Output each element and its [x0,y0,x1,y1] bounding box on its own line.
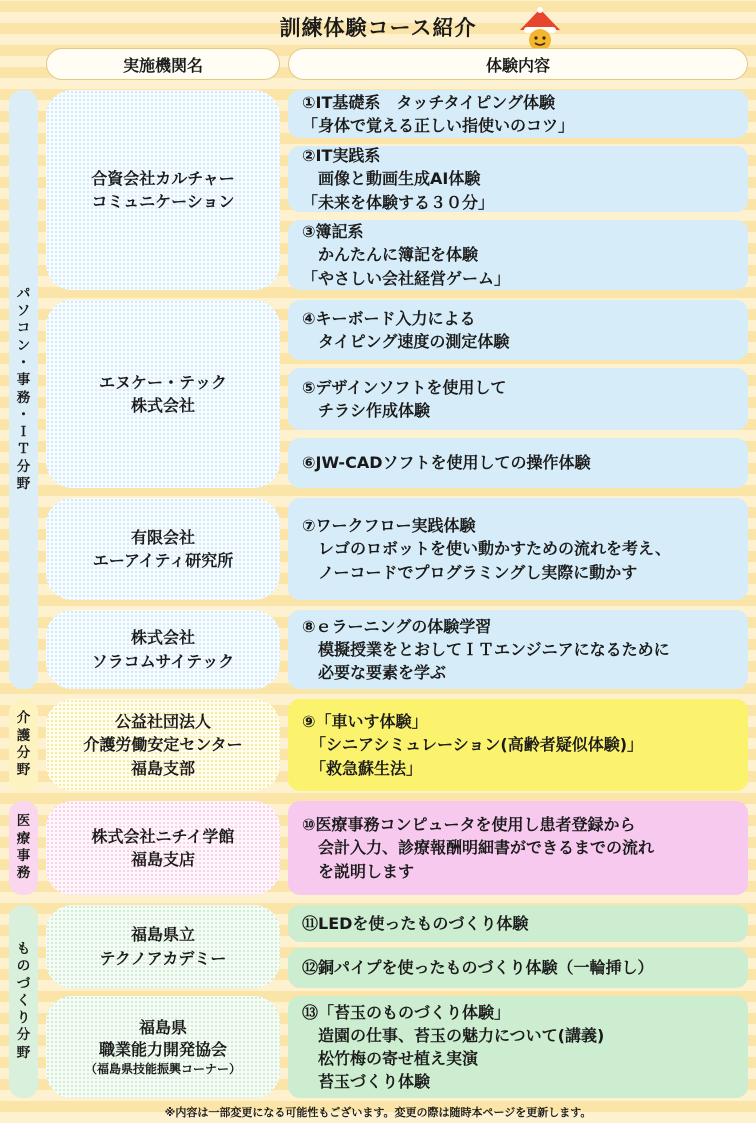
experience-13: ⑬「苔玉のものづくり体験」 造園の仕事、苔玉の魅力について(講義) 松竹梅の寄せ植え実演 苔玉づくり体験 [288,996,748,1098]
experience-10: ⑩医療事務コンピュータを使用し患者登録から 会計入力、診療報酬明細書ができるまでの流れ を説明します [288,801,748,895]
org-culture-communication: 合資会社カルチャー コミュニケーション [46,90,280,290]
page-title: 訓練体験コース紹介 [279,16,477,40]
org-nichii-gakkan: 株式会社ニチイ学館 福島支店 [46,801,280,895]
org-ait-lab: 有限会社 エーアイティ研究所 [46,498,280,600]
experience-8: ⑧ｅラーニングの体験学習 模擬授業をとおしてＩＴエンジニアになるために 必要な要素を学ぶ [288,610,748,689]
category-pc-it: パ ソ コ ン ・ 事 務 ・ Ｉ Ｔ 分 野 [9,90,38,689]
org-techno-academy: 福島県立 テクノアカデミー [46,905,280,988]
category-iryo: 医 療 事 務 [9,801,38,895]
org-nk-tech: エヌケー・テック 株式会社 [46,300,280,488]
content-column-header: 体験内容 [288,48,748,80]
category-kaigo: 介 護 分 野 [9,699,38,791]
experience-3: ③簿記系 かんたんに簿記を体験 「やさしい会社経営ゲーム」 [288,220,748,290]
experience-7: ⑦ワークフロー実践体験 レゴのロボットを使い動かすための流れを考え、 ノーコードでプログラミングし実際に動かす [288,498,748,600]
experience-11: ⑪LEDを使ったものづくり体験 [288,905,748,942]
org-shokugyo-kyokai: 福島県 職業能力開発協会 （福島県技能振興コーナー） [46,996,280,1098]
experience-2: ②IT実践系 画像と動画生成AI体験 「未来を体験する３０分」 [288,146,748,212]
org-kaigo-center: 公益社団法人 介護労働安定センター 福島支部 [46,699,280,791]
experience-1: ①IT基礎系 タッチタイピング体験 「身体で覚える正しい指使いのコツ」 [288,90,748,138]
category-monozukuri: も の づ く り 分 野 [9,905,38,1098]
org-soracom-scitec: 株式会社 ソラコムサイテック [46,610,280,689]
experience-6: ⑥JW-CADソフトを使用しての操作体験 [288,438,748,488]
experience-9: ⑨「車いす体験」 「シニアシミュレーション(高齢者疑似体験)」 「救急蘇生法」 [288,699,748,791]
org-column-header: 実施機関名 [46,48,280,80]
mascot-icon [514,6,566,52]
experience-4: ④キーボード入力による タイピング速度の測定体験 [288,300,748,360]
experience-12: ⑫銅パイプを使ったものづくり体験（一輪挿し） [288,948,748,988]
experience-5: ⑤デザインソフトを使用して チラシ作成体験 [288,368,748,430]
footnote: ※内容は一部変更になる可能性もございます。変更の際は随時本ページを更新します。 [164,1106,592,1119]
